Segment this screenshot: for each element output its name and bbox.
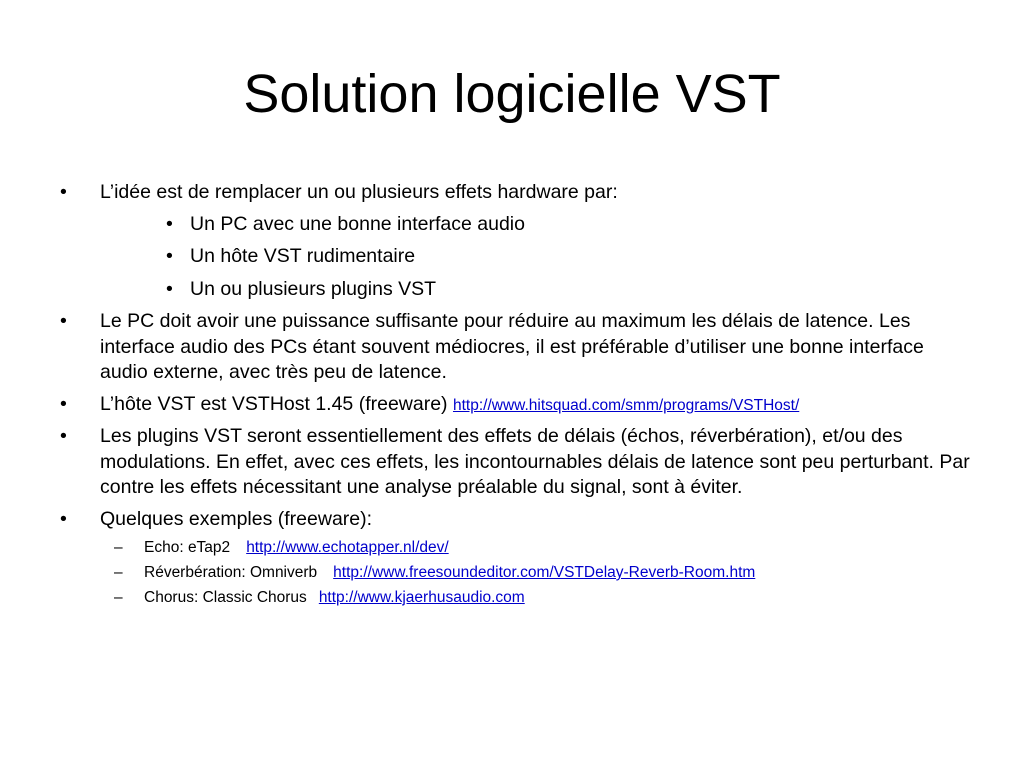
classic-chorus-link[interactable]: http://www.kjaerhusaudio.com [318,589,525,606]
example-label: Echo: eTap2 [144,539,231,556]
omniverb-link[interactable]: http://www.freesoundeditor.com/VSTDelay-Reverb-Room.htm [333,564,756,581]
bullet-item [60,392,970,419]
bullet-item [60,309,970,386]
slide-content [60,180,970,613]
sub-bullet-text: Un hôte VST rudimentaire [190,245,416,267]
bullet-item [60,424,970,501]
dash-marker: – [114,539,123,556]
example-item [60,538,970,558]
slide-title: Solution logicielle VST [243,64,781,124]
bullet-item [60,180,970,206]
bullet-text: L’idée est de remplacer un ou plusieurs effets hardware par: [100,181,618,203]
example-item [60,588,970,608]
sub-bullet-item [60,244,970,270]
bullet-marker: • [166,212,173,235]
example-item [60,563,970,583]
bullet-item [60,507,970,533]
dash-marker: – [114,589,123,606]
example-label: Chorus: Classic Chorus [144,589,307,606]
dash-marker: – [114,564,123,581]
vsthost-link[interactable]: http://www.hitsquad.com/smm/programs/VSTHost/ [452,396,800,414]
bullet-marker: • [60,310,67,332]
bullet-marker: • [166,245,173,267]
bullet-marker: • [60,425,67,447]
bullet-marker: • [60,392,67,415]
bullet-marker: • [60,181,67,203]
sub-bullet-item [60,277,970,303]
bullet-text: Quelques exemples (freeware): [100,507,373,530]
sub-bullet-item [60,212,970,238]
bullet-text: L’hôte VST est VSTHost 1.45 (freeware) [100,392,453,415]
example-label: Réverbération: Omniverb [144,564,318,581]
bullet-marker: • [60,507,67,530]
sub-bullet-text: Un ou plusieurs plugins VST [190,277,437,300]
bullet-text: Le PC doit avoir une puissance suffisante pour réduire au maximum les délais de latence. Les interface audio des PCs étant souvent médiocres, il est préférable d’utiliser une bonne interface audio externe, avec très peu de latence. [100,310,924,383]
etap2-link[interactable]: http://www.echotapper.nl/dev/ [246,539,449,556]
sub-bullet-text: Un PC avec une bonne interface audio [190,212,525,235]
bullet-text: Les plugins VST seront essentiellement des effets de délais (échos, réverbération), et/ou des modulations. En effet, avec ces effets, les incontournables délais de latence sont peu perturbant. Par contre les effets nécessitant une analyse préalable du signal, sont à éviter. [100,425,970,498]
bullet-marker: • [166,277,173,300]
